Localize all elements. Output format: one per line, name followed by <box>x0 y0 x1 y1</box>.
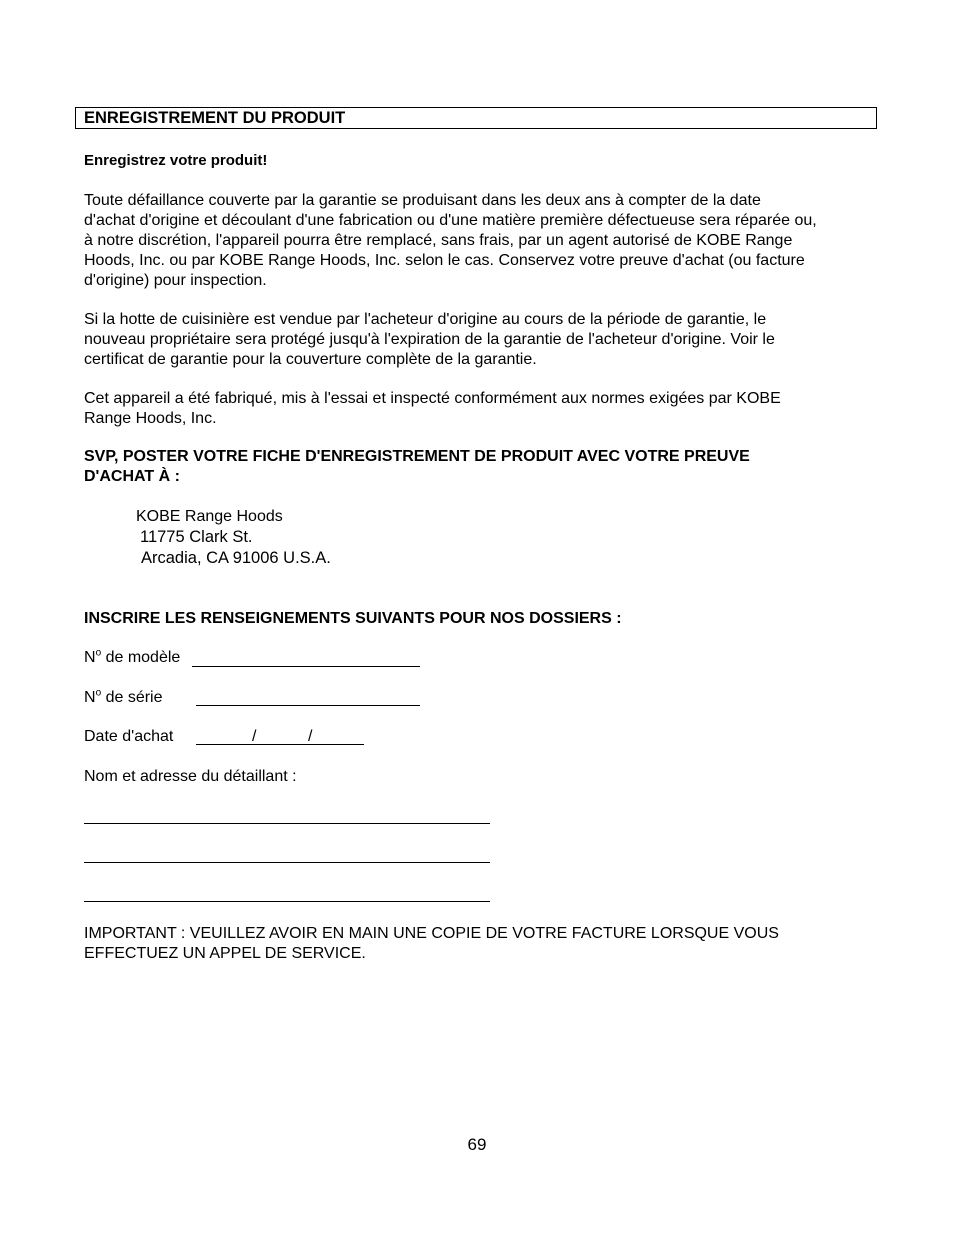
model-number-label: $N^o$ de modèle <box>84 647 181 666</box>
dealer-line-1[interactable] <box>84 823 490 824</box>
text-line: Hoods, Inc. ou par KOBE Range Hoods, Inc. selon le cas. Conservez votre preuve d'achat (ou facture <box>84 252 805 269</box>
model-number-field[interactable] <box>192 666 420 667</box>
page-number: 69 <box>467 1135 487 1154</box>
text-line: nouveau propriétaire sera protégé jusqu'à l'expiration de la garantie de l'acheteur d'origine. Voir le <box>84 331 775 348</box>
section-header-box <box>75 107 877 129</box>
serial-number-field[interactable] <box>196 705 420 706</box>
dealer-line-3[interactable] <box>84 901 490 902</box>
date-separator: / <box>308 728 313 745</box>
date-separator: / <box>252 728 257 745</box>
text-line: EFFECTUEZ UN APPEL DE SERVICE. <box>84 945 366 962</box>
text-line: SVP, POSTER VOTRE FICHE D'ENREGISTREMENT DE PRODUIT AVEC VOTRE PREUVE <box>84 448 750 465</box>
mail-heading <box>84 447 874 487</box>
address-line-street: 11775 Clark St. <box>140 528 253 546</box>
purchase-date-field[interactable] <box>196 744 364 745</box>
address-line-company: KOBE Range Hoods <box>136 508 283 525</box>
text-line: d'achat d'origine et découlant d'une fabrication ou d'une matière première défectueuse sera réparée ou, <box>84 212 817 229</box>
serial-number-label: $N^o$ de série <box>84 687 163 706</box>
manufactured-paragraph <box>84 389 874 429</box>
purchase-date-label: Date d'achat <box>84 728 174 745</box>
resale-paragraph <box>84 310 874 370</box>
address-line-city: Arcadia, CA 91006 U.S.A. <box>141 549 331 567</box>
text-line: IMPORTANT : VEUILLEZ AVOIR EN MAIN UNE COPIE DE VOTRE FACTURE LORSQUE VOUS <box>84 925 779 942</box>
text-line: d'origine) pour inspection. <box>84 272 267 289</box>
important-notice <box>84 924 874 964</box>
section-title: ENREGISTREMENT DU PRODUIT <box>84 109 346 127</box>
intro-heading: Enregistrez votre produit! <box>84 152 268 169</box>
text-line: à notre discrétion, l'appareil pourra être remplacé, sans frais, par un agent autorisé de KOBE Range <box>84 232 793 249</box>
dealer-label: Nom et adresse du détaillant : <box>84 768 297 785</box>
text-line: Si la hotte de cuisinière est vendue par l'acheteur d'origine au cours de la période de garantie, le <box>84 311 767 328</box>
dealer-line-2[interactable] <box>84 862 490 863</box>
warranty-paragraph <box>84 191 874 291</box>
records-heading: INSCRIRE LES RENSEIGNEMENTS SUIVANTS POUR NOS DOSSIERS : <box>84 610 622 627</box>
text-line: Range Hoods, Inc. <box>84 410 217 427</box>
text-line: D'ACHAT À : <box>84 468 180 485</box>
text-line: certificat de garantie pour la couverture complète de la garantie. <box>84 351 537 368</box>
text-line: Toute défaillance couverte par la garantie se produisant dans les deux ans à compter de la date <box>84 192 761 209</box>
text-line: Cet appareil a été fabriqué, mis à l'essai et inspecté conformément aux normes exigées par KOBE <box>84 390 781 407</box>
